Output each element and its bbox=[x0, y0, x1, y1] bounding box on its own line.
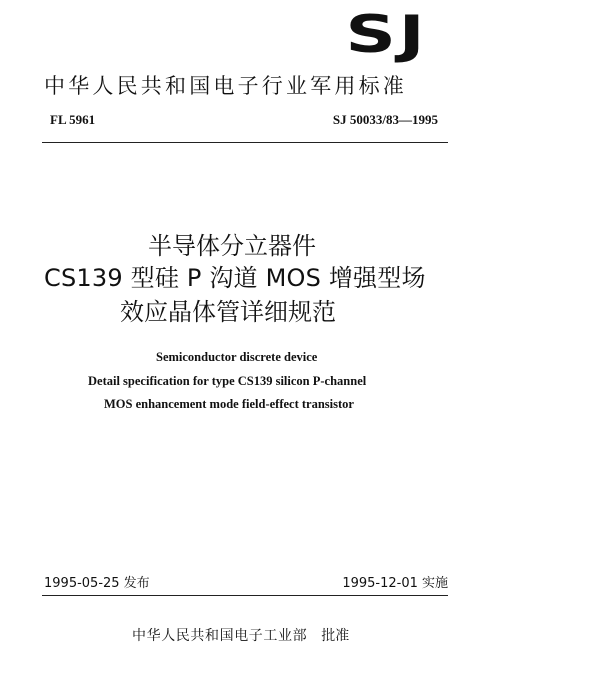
title-cn-line-1: 半导体分立器件 bbox=[148, 232, 316, 260]
footer-divider bbox=[42, 595, 448, 596]
title-en-line-2: Detail specification for type CS139 silicon P-channel bbox=[88, 374, 367, 388]
approval-organization: 中华人民共和国电子工业部 bbox=[132, 628, 308, 644]
approval-verb: 批准 bbox=[321, 628, 350, 644]
title-cn-line-3: 效应晶体管详细规范 bbox=[120, 298, 336, 326]
issue-date: 1995-05-25 发布 bbox=[44, 576, 150, 591]
sj-logo-mark: SJ bbox=[344, 5, 428, 65]
header-title: 中华人民共和国电子行业军用标准 bbox=[44, 74, 407, 98]
title-en-line-1: Semiconductor discrete device bbox=[156, 350, 318, 364]
standard-number: SJ 50033/83—1995 bbox=[332, 112, 438, 127]
implementation-date: 1995-12-01 实施 bbox=[342, 576, 448, 591]
title-cn-line-2: CS139 型硅 P 沟道 MOS 增强型场 bbox=[44, 264, 426, 292]
title-en-line-3: MOS enhancement mode field-effect transistor bbox=[104, 397, 354, 411]
header-divider bbox=[42, 142, 448, 143]
approval-line bbox=[132, 625, 349, 645]
classification-code: FL 5961 bbox=[50, 112, 96, 127]
sj-logo bbox=[326, 5, 446, 65]
